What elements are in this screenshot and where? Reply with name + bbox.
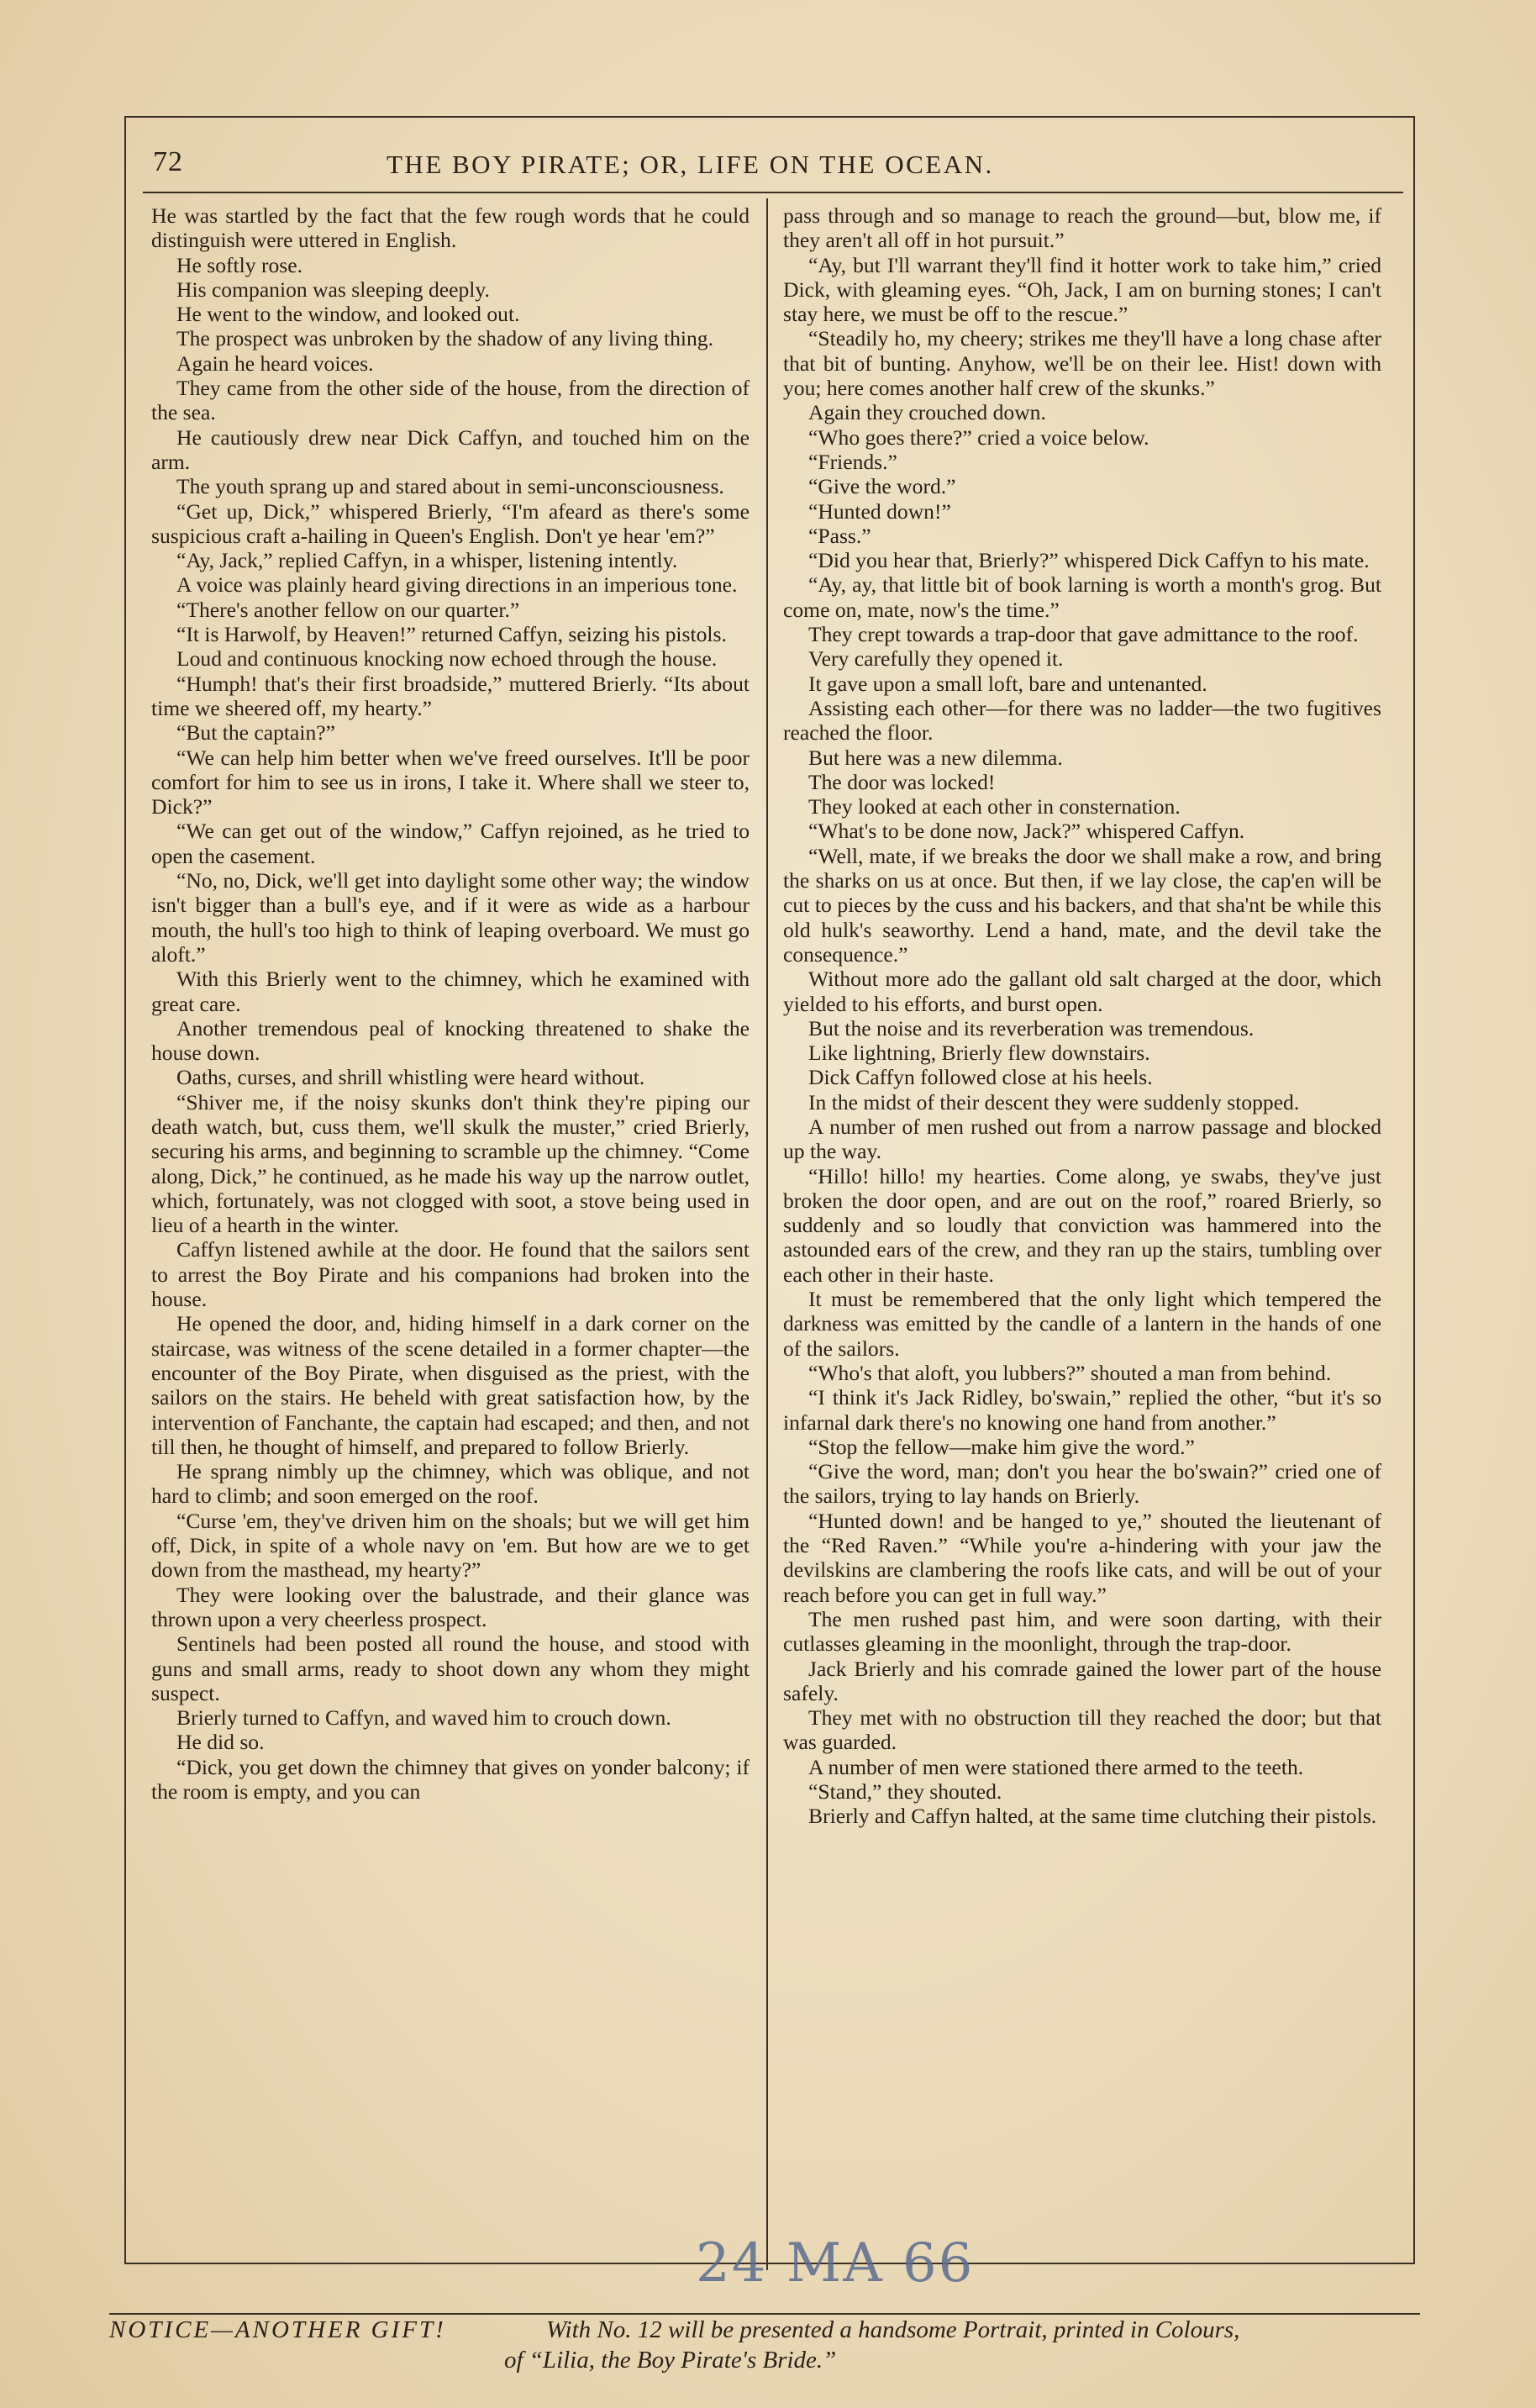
left-column [151, 203, 750, 1804]
paragraph: “Stop the fellow—make him give the word.” [808, 1434, 1195, 1459]
paragraph: “Dick, you get down the chimney that gives on yonder balcony; if the room is empty, and you can [151, 1754, 750, 1804]
paragraph: They crept towards a trap-door that gave admittance to the roof. [808, 622, 1359, 647]
paragraph: Very carefully they opened it. [808, 646, 1064, 672]
paragraph: He was startled by the fact that the few rough words that he could distinguish were uttered in English. [151, 203, 750, 253]
paragraph: “Who goes there?” cried a voice below. [808, 424, 1149, 450]
paragraph: Caffyn listened awhile at the door. He found that the sailors sent to arrest the Boy Pirate and his companions had broken into the house. [151, 1237, 750, 1312]
paragraph: In the midst of their descent they were suddenly stopped. [808, 1089, 1300, 1114]
paragraph: Brierly turned to Caffyn, and waved him to crouch down. [176, 1705, 671, 1731]
paragraph: “Who's that aloft, you lubbers?” shouted a man from behind. [808, 1360, 1332, 1385]
paragraph: With this Brierly went to the chimney, which he examined with great care. [151, 967, 750, 1016]
paragraph: He softly rose. [176, 252, 302, 277]
paragraph: Like lightning, Brierly flew downstairs. [808, 1041, 1150, 1066]
paragraph: “I think it's Jack Ridley, bo'swain,” replied the other, “but it's so infarnal dark there's no knowing one hand from another.” [783, 1385, 1381, 1435]
paragraph: They were looking over the balustrade, and their glance was thrown upon a very cheerless prospect. [151, 1582, 750, 1631]
paragraph: He cautiously drew near Dick Caffyn, and touched him on the arm. [151, 424, 750, 474]
right-column [783, 203, 1381, 1829]
paragraph: “It is Harwolf, by Heaven!” returned Caffyn, seizing his pistols. [176, 622, 727, 647]
paragraph: The door was locked! [808, 769, 996, 794]
paragraph: “Steadily ho, my cheery; strikes me they'll have a long chase after that bit of bunting. Anyhow, we'll be on their lee. Hist! down with you; here comes another half crew of the skunks.” [783, 326, 1381, 401]
paragraph: “Stand,” they shouted. [808, 1779, 1002, 1804]
date-stamp: 24 MA 66 [696, 2232, 975, 2295]
paragraph: “Pass.” [808, 523, 871, 548]
paragraph: Jack Brierly and his comrade gained the lower part of the house safely. [783, 1656, 1381, 1705]
paragraph: Again he heard voices. [176, 350, 374, 376]
paragraph: “Ay, Jack,” replied Caffyn, in a whisper, listening intently. [176, 548, 678, 573]
paragraph: “Shiver me, if the noisy skunks don't think they're piping our death watch, but, cuss them, we'll skulk the muster,” cried Brierly, securing his arms, and beginning to scramble up the chimney. “Come along, Dick,” he continued, as he made his way up the narrow outlet, which, fortunately, was not clogged with soot, a stove being used in lieu of a hearth in the winter. [151, 1089, 750, 1238]
paragraph: “What's to be done now, Jack?” whispered Caffyn. [808, 819, 1245, 844]
paragraph: “Give the word.” [808, 474, 956, 499]
paragraph: “We can get out of the window,” Caffyn rejoined, as he tried to open the casement. [151, 819, 750, 868]
paragraph: It gave upon a small loft, bare and untenanted. [808, 671, 1207, 696]
paragraph: Again they crouched down. [808, 400, 1046, 425]
paragraph: They came from the other side of the house, from the direction of the sea. [151, 376, 750, 425]
paragraph: pass through and so manage to reach the ground—but, blow me, if they aren't all off in hot pursuit.” [783, 203, 1381, 253]
paragraph: “Ay, ay, that little bit of book larning is worth a month's grog. But come on, mate, now's the time.” [783, 572, 1381, 622]
paragraph: He sprang nimbly up the chimney, which was oblique, and not hard to climb; and soon emerged on the roof. [151, 1459, 750, 1509]
paragraph: “No, no, Dick, we'll get into daylight some other way; the window isn't bigger than a bull's eye, and if it were as wide as a harbour mouth, the hull's too high to think of leaping overboard. We must go aloft.” [151, 868, 750, 967]
paragraph: “Humph! that's their first broadside,” muttered Brierly. “Its about time we sheered off, my hearty.” [151, 671, 750, 720]
paragraph: But the noise and its reverberation was tremendous. [808, 1015, 1255, 1041]
notice-label: NOTICE—ANOTHER GIFT! [109, 2316, 446, 2343]
paragraph: Loud and continuous knocking now echoed through the house. [176, 646, 718, 672]
paragraph: “Ay, but I'll warrant they'll find it hotter work to take him,” cried Dick, with gleaming eyes. “Oh, Jack, I am on burning stones; I can't stay here, we must be off to the rescue.” [783, 252, 1381, 327]
paragraph: He opened the door, and, hiding himself in a dark corner on the staircase, was witness of the scene detailed in a former chapter—the encounter of the Boy Pirate, when disguised as the priest, with the sailors on the stairs. He beheld with great satisfaction how, by the intervention of Fanchante, the captain had escaped; and then, and not till then, he thought of himself, and prepared to follow Brierly. [151, 1311, 750, 1459]
page-number: 72 [153, 146, 183, 177]
paragraph: “There's another fellow on our quarter.” [176, 597, 520, 622]
paragraph: The youth sprang up and stared about in semi-unconsciousness. [176, 474, 724, 499]
paragraph: The men rushed past him, and were soon darting, with their cutlasses gleaming in the moonlight, through the trap-door. [783, 1606, 1381, 1657]
paragraph: A voice was plainly heard giving directions in an imperious tone. [176, 572, 738, 598]
paragraph: “But the captain?” [176, 720, 336, 746]
paragraph: “Hillo! hillo! my hearties. Come along, ye swabs, they've just broken the door open, and are out on the roof,” roared Brierly, so suddenly and so loudly that conviction was hammered into the astounded ears of the crew, and they ran up the stairs, tumbling over each other in their haste. [783, 1163, 1381, 1287]
footer-notice [109, 2315, 1437, 2390]
column-divider [766, 198, 768, 2270]
paragraph: A number of men were stationed there armed to the teeth. [808, 1754, 1304, 1779]
paragraph: “Did you hear that, Brierly?” whispered Dick Caffyn to his mate. [808, 548, 1370, 573]
paragraph: “Hunted down! and be hanged to ye,” shouted the lieutenant of the “Red Raven.” “While you're a-hindering with your jaw the devilskins are clambering the roofs like cats, and will be out of your reach before you can get in full way.” [783, 1508, 1381, 1607]
paragraph: They met with no obstruction till they reached the door; but that was guarded. [783, 1705, 1381, 1755]
paragraph: The prospect was unbroken by the shadow of any living thing. [176, 326, 714, 351]
paragraph: Sentinels had been posted all round the house, and stood with guns and small arms, ready to shoot down any whom they might suspect. [151, 1631, 750, 1705]
running-head: THE BOY PIRATE; OR, LIFE ON THE OCEAN. [387, 150, 994, 179]
paragraph: Another tremendous peal of knocking threatened to shake the house down. [151, 1015, 750, 1066]
notice-text-line2: of “Lilia, the Boy Pirate's Bride.” [504, 2347, 837, 2374]
paragraph: “Hunted down!” [808, 498, 951, 524]
page-header [134, 134, 1403, 193]
paragraph: Brierly and Caffyn halted, at the same time clutching their pistols. [808, 1804, 1377, 1829]
paragraph: “Friends.” [808, 449, 897, 474]
paragraph: He went to the window, and looked out. [176, 302, 520, 327]
paragraph: “Get up, Dick,” whispered Brierly, “I'm afeard as there's some suspicious craft a-hailing in Queen's English. Don't ye hear 'em?” [151, 498, 750, 548]
paragraph: A number of men rushed out from a narrow passage and blocked up the way. [783, 1114, 1381, 1164]
paragraph: He did so. [176, 1730, 265, 1755]
paragraph: Assisting each other—for there was no ladder—the two fugitives reached the floor. [783, 695, 1381, 746]
paragraph: Without more ado the gallant old salt charged at the door, which yielded to his efforts, and burst open. [783, 967, 1381, 1016]
paragraph: Oaths, curses, and shrill whistling were heard without. [176, 1065, 645, 1090]
paragraph: “We can help him better when we've freed ourselves. It'll be poor comfort for him to see us in irons, I take it. Where shall we steer to, Dick?” [151, 745, 750, 819]
paragraph: “Give the word, man; don't you hear the bo'swain?” cried one of the sailors, trying to lay hands on Brierly. [783, 1459, 1381, 1509]
header-rule [143, 192, 1403, 193]
paragraph: But here was a new dilemma. [808, 745, 1063, 770]
paragraph: “Curse 'em, they've driven him on the shoals; but we will get him off, Dick, in spite of a whole navy on 'em. But how are we to get down from the masthead, my hearty?” [151, 1508, 750, 1583]
notice-text: With No. 12 will be presented a handsome Portrait, printed in Colours, [546, 2316, 1240, 2343]
paragraph: Dick Caffyn followed close at his heels. [808, 1065, 1153, 1090]
paragraph: His companion was sleeping deeply. [176, 277, 490, 302]
paragraph: “Well, mate, if we breaks the door we shall make a row, and bring the sharks on us at once. But then, if we lay close, the cap'en will be cut to pieces by the cuss and his backers, and that sha'nt be while this old hulk's seaworthy. Lend a hand, mate, and the devil take the consequence.” [783, 843, 1381, 967]
paragraph: They looked at each other in consternation. [808, 794, 1181, 819]
paragraph: It must be remembered that the only light which tempered the darkness was emitted by the candle of a lantern in the hands of one of the sailors. [783, 1287, 1381, 1361]
